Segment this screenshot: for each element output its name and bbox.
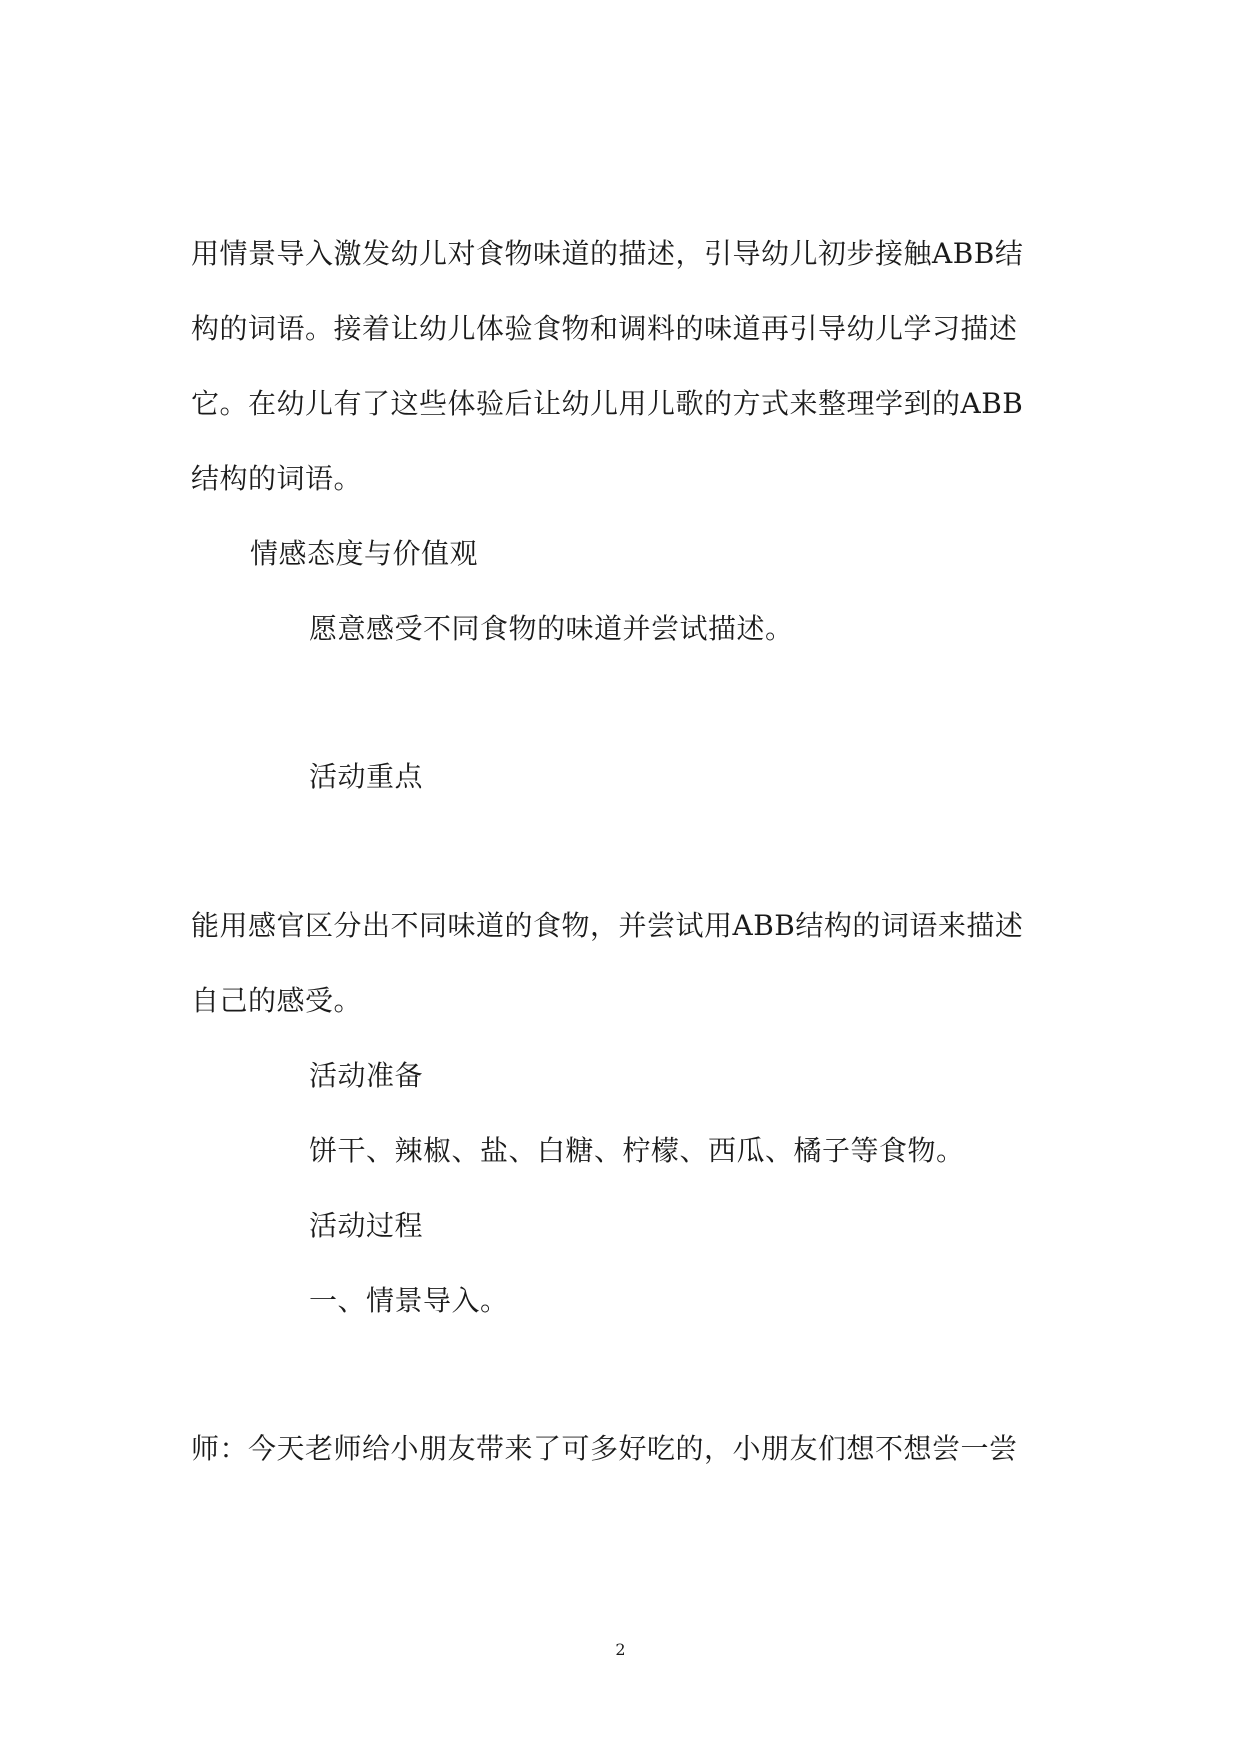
section-heading: 情感态度与价值观 xyxy=(250,537,479,570)
section-heading: 活动准备 xyxy=(309,1059,424,1092)
paragraph-line: 它。在幼儿有了这些体验后让幼儿用儿歌的方式来整理学到的ABB xyxy=(191,387,1024,420)
paragraph-line: 结构的词语。 xyxy=(191,462,363,495)
subsection-heading: 一、情景导入。 xyxy=(309,1284,509,1317)
paragraph-line: 用情景导入激发幼儿对食物味道的描述，引导幼儿初步接触ABB结 xyxy=(191,237,1024,270)
paragraph-line: 构的词语。接着让幼儿体验食物和调料的味道再引导幼儿学习描述 xyxy=(191,312,1018,345)
paragraph-line: 能用感官区分出不同味道的食物，并尝试用ABB结构的词语来描述 xyxy=(191,909,1024,942)
paragraph-line: 愿意感受不同食物的味道并尝试描述。 xyxy=(309,612,794,645)
section-heading: 活动重点 xyxy=(309,760,424,793)
paragraph-line: 自己的感受。 xyxy=(191,984,363,1017)
paragraph-line: 饼干、辣椒、盐、白糖、柠檬、西瓜、橘子等食物。 xyxy=(309,1134,965,1167)
section-heading: 活动过程 xyxy=(309,1209,424,1242)
paragraph-line: 师：今天老师给小朋友带来了可多好吃的，小朋友们想不想尝一尝 xyxy=(191,1432,1018,1465)
page-number: 2 xyxy=(615,1640,626,1659)
